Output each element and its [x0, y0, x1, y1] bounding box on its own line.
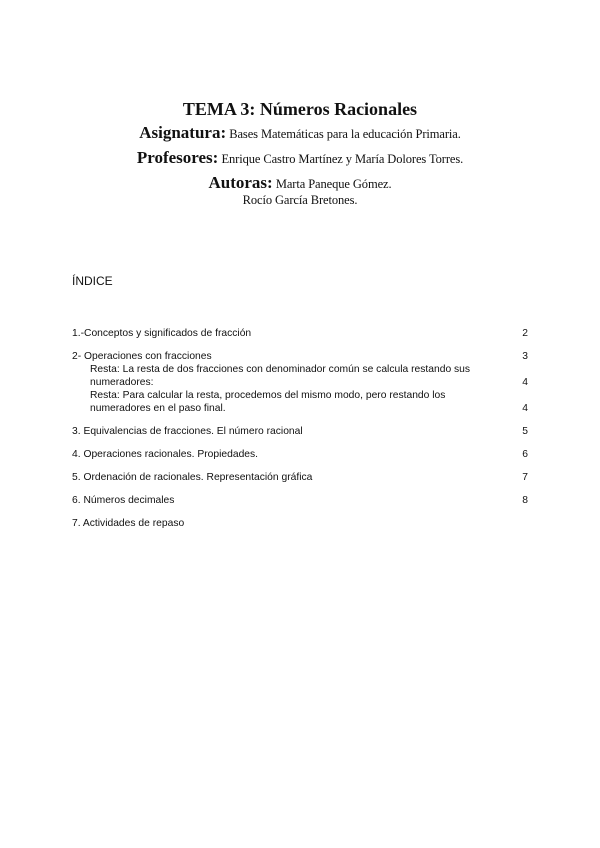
toc-entry-page: 2: [522, 328, 528, 339]
document-header: [0, 97, 600, 207]
toc-entry-page: 4: [522, 403, 528, 414]
subject-value: Bases Matemáticas para la educación Primaria.: [229, 127, 461, 141]
toc-entry-3[interactable]: [72, 425, 528, 438]
toc-entry-text: Resta: Para calcular la resta, procedemos del mismo modo, pero restando los numeradores en el paso final.: [90, 390, 446, 414]
index-title: ÍNDICE: [72, 274, 113, 288]
toc-entry-4[interactable]: [72, 448, 528, 461]
authors-line-2: [0, 193, 600, 207]
authors-value-2: Rocío García Bretones.: [242, 193, 358, 207]
toc-entry-2[interactable]: [72, 350, 528, 363]
professors-line: [0, 146, 600, 171]
toc-entry-text: 4. Operaciones racionales. Propiedades.: [72, 449, 259, 460]
toc-entry-page: 7: [522, 472, 528, 483]
toc-entry-text: 1.-Conceptos y significados de fracción: [72, 328, 252, 339]
document-title: TEMA 3: Números Racionales: [182, 99, 418, 119]
toc-entry-page: 8: [522, 495, 528, 506]
toc-group-2: [72, 350, 528, 415]
subject-label: Asignatura:: [139, 123, 227, 142]
toc-entry-6[interactable]: [72, 494, 528, 507]
toc-entry-text: 5. Ordenación de racionales. Representación gráfica: [72, 472, 313, 483]
professors-value: Enrique Castro Martínez y María Dolores Torres.: [221, 152, 464, 166]
toc-entry-5[interactable]: [72, 471, 528, 484]
subject-line: [0, 121, 600, 146]
toc-entry-page: 4: [522, 377, 528, 388]
toc-entry-7[interactable]: [72, 517, 528, 530]
toc-entry-page: 3: [522, 351, 528, 362]
toc-entry-text: 2- Operaciones con fracciones: [72, 351, 212, 362]
toc-entry-page: 6: [522, 449, 528, 460]
authors-label: Autoras:: [208, 173, 273, 192]
toc-entry-text: 3. Equivalencias de fracciones. El número racional: [72, 426, 303, 437]
toc-entry-text: Resta: La resta de dos fracciones con denominador común se calcula restando sus numeradores:: [90, 364, 471, 388]
table-of-contents: [72, 327, 528, 540]
authors-value-1: Marta Paneque Gómez.: [275, 177, 392, 191]
toc-entry-text: 7. Actividades de repaso: [72, 518, 185, 529]
toc-entry-text: 6. Números decimales: [72, 495, 175, 506]
toc-entry-1[interactable]: [72, 327, 528, 340]
toc-subentry-2a[interactable]: [72, 363, 528, 389]
toc-entry-page: 5: [522, 426, 528, 437]
toc-subentry-2b[interactable]: [72, 389, 528, 415]
professors-label: Profesores:: [136, 148, 219, 167]
